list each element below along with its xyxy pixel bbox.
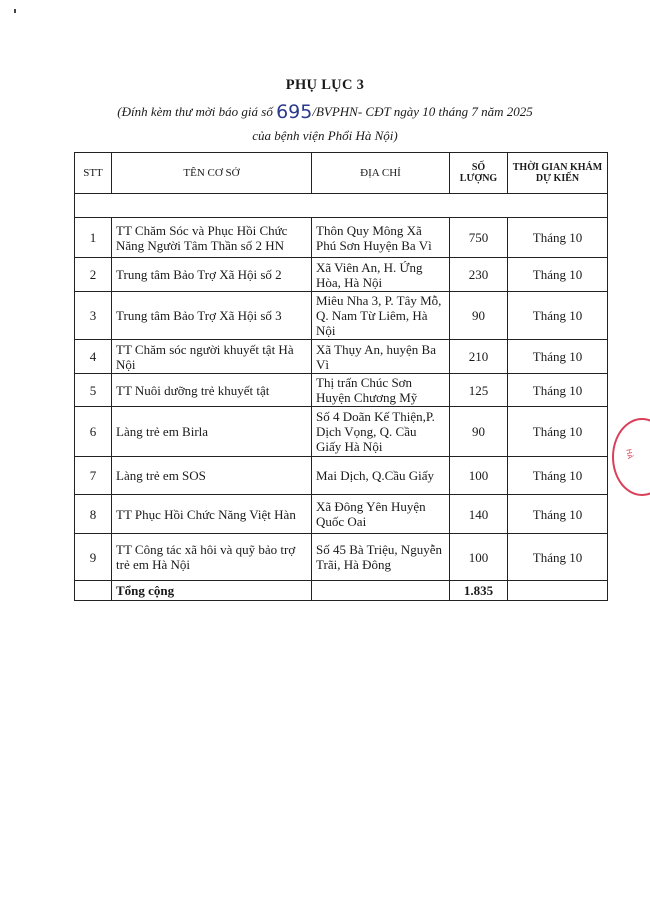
cell-stt: 7 (75, 457, 112, 495)
cell-exam-time: Tháng 10 (508, 258, 608, 292)
cell-name: Làng trẻ em Birla (112, 407, 312, 457)
cell-address: Xã Đông Yên Huyện Quốc Oai (312, 495, 450, 534)
subtitle-prefix: (Đính kèm thư mời báo giá số (117, 104, 277, 119)
handwritten-document-number: 695 (276, 101, 313, 123)
total-row (75, 581, 608, 601)
cell-name: TT Chăm Sóc và Phục Hồi Chức Năng Người Tâm Thần số 2 HN (112, 218, 312, 258)
table-row (75, 534, 608, 581)
cell-quantity: 100 (450, 457, 508, 495)
scan-mark (14, 9, 16, 13)
cell-stt: 4 (75, 340, 112, 374)
table-row (75, 457, 608, 495)
subtitle-line-1 (0, 101, 650, 123)
cell-quantity: 90 (450, 407, 508, 457)
cell-address: Số 4 Doãn Kế Thiện,P. Dịch Vọng, Q. Cầu Giấy Hà Nội (312, 407, 450, 457)
cell-quantity: 750 (450, 218, 508, 258)
col-header-name: TÊN CƠ SỞ (112, 153, 312, 194)
cell-exam-time: Tháng 10 (508, 457, 608, 495)
total-quantity: 1.835 (450, 581, 508, 601)
cell-quantity: 230 (450, 258, 508, 292)
col-header-address: ĐỊA CHỈ (312, 153, 450, 194)
cell-stt: 5 (75, 374, 112, 407)
cell-exam-time: Tháng 10 (508, 340, 608, 374)
table-row (75, 374, 608, 407)
subtitle-line-2: của bệnh viện Phổi Hà Nội) (252, 128, 398, 143)
stamp-text: HÀ (624, 448, 634, 460)
cell-stt: 9 (75, 534, 112, 581)
cell-quantity: 100 (450, 534, 508, 581)
cell-exam-time: Tháng 10 (508, 218, 608, 258)
table-row (75, 340, 608, 374)
cell-address: Xã Viên An, H. Ứng Hòa, Hà Nội (312, 258, 450, 292)
cell-stt: 1 (75, 218, 112, 258)
cell-address: Số 45 Bà Triệu, Nguyễn Trãi, Hà Đông (312, 534, 450, 581)
cell-stt: 2 (75, 258, 112, 292)
cell-exam-time: Tháng 10 (508, 374, 608, 407)
cell-name: TT Chăm sóc người khuyết tật Hà Nội (112, 340, 312, 374)
table-row (75, 258, 608, 292)
cell-exam-time: Tháng 10 (508, 534, 608, 581)
cell-exam-time: Tháng 10 (508, 292, 608, 340)
cell-exam-time: Tháng 10 (508, 495, 608, 534)
subtitle-suffix: /BVPHN- CĐT ngày 10 tháng 7 năm 2025 (312, 104, 533, 119)
cell-address: Thôn Quy Mông Xã Phú Sơn Huyện Ba Vì (312, 218, 450, 258)
cell-quantity: 125 (450, 374, 508, 407)
cell-name: Trung tâm Bảo Trợ Xã Hội số 2 (112, 258, 312, 292)
cell-exam-time: Tháng 10 (508, 407, 608, 457)
cell-address: Mai Dịch, Q.Cầu Giấy (312, 457, 450, 495)
cell-address: Thị trấn Chúc Sơn Huyện Chương Mỹ (312, 374, 450, 407)
cell-quantity: 140 (450, 495, 508, 534)
col-header-quantity: SỐ LƯỢNG (450, 153, 508, 194)
page-title: PHỤ LỤC 3 (285, 77, 365, 93)
total-label: Tổng cộng (112, 581, 312, 601)
cell-stt: 8 (75, 495, 112, 534)
cell-address: Xã Thụy An, huyện Ba Vì (312, 340, 450, 374)
cell-name: TT Công tác xã hôi và quỹ bảo trợ trẻ em Hà Nội (112, 534, 312, 581)
facility-table (74, 152, 608, 601)
red-seal-stamp (612, 418, 650, 496)
cell-stt: 3 (75, 292, 112, 340)
cell-name: Làng trẻ em SOS (112, 457, 312, 495)
cell-name: TT Nuôi dưỡng trẻ khuyết tật (112, 374, 312, 407)
cell-quantity: 90 (450, 292, 508, 340)
cell-name: TT Phục Hồi Chức Năng Việt Hàn (112, 495, 312, 534)
table-row (75, 407, 608, 457)
col-header-exam-time: THỜI GIAN KHÁM DỰ KIẾN (508, 153, 608, 194)
table-row (75, 495, 608, 534)
cell-stt: 6 (75, 407, 112, 457)
col-header-stt: STT (75, 153, 112, 194)
table-header-row (75, 153, 608, 194)
table-row (75, 218, 608, 258)
table-row (75, 292, 608, 340)
cell-address: Miêu Nha 3, P. Tây Mỗ, Q. Nam Từ Liêm, Hà Nội (312, 292, 450, 340)
cell-quantity: 210 (450, 340, 508, 374)
cell-name: Trung tâm Bảo Trợ Xã Hội số 3 (112, 292, 312, 340)
empty-row (75, 194, 608, 218)
